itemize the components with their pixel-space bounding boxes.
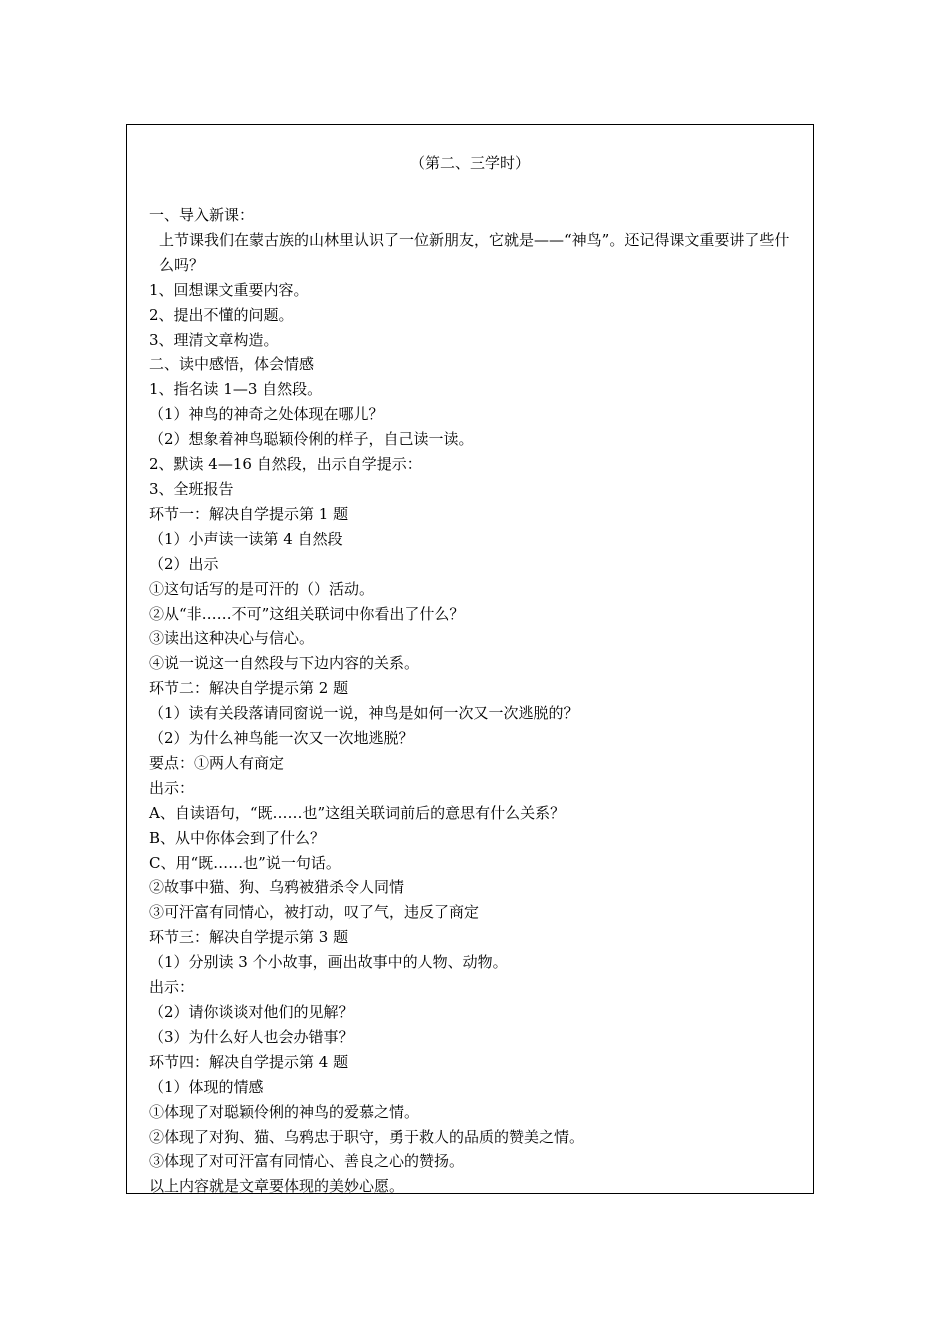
list-item: （2）出示 <box>149 554 219 573</box>
list-item: 1、回想课文重要内容。 <box>149 280 309 299</box>
list-item: 2、默读 4—16 自然段，出示自学提示： <box>149 455 422 474</box>
list-item: 3、全班报告 <box>149 479 234 498</box>
list-item: （1）读有关段落请同窗说一说，神鸟是如何一次又一次逃脱的？ <box>149 704 579 723</box>
list-item: A、自读语句，“既……也”这组关联词前后的意思有什么关系？ <box>149 803 566 822</box>
list-item: （2）想象着神鸟聪颖伶俐的样子，自己读一读。 <box>149 430 474 449</box>
closing-line: 以上内容就是文章要体现的美妙心愿。 <box>149 1177 405 1196</box>
list-item: ②故事中猫、狗、乌鸦被猎杀令人同情 <box>149 878 405 897</box>
list-item: 要点：①两人有商定 <box>149 753 285 772</box>
list-item: （2）请你谈谈对他们的见解？ <box>149 1003 354 1021</box>
lesson-table-cell <box>126 124 814 1194</box>
list-item: ④说一说这一自然段与下边内容的关系。 <box>149 654 420 673</box>
list-item: （1）体现的情感 <box>149 1077 264 1096</box>
section-title: （第二、三学时） <box>409 154 530 172</box>
list-item: （1）小声读一读第 4 自然段 <box>149 529 343 548</box>
list-item: 3、理清文章构造。 <box>149 330 279 349</box>
step-heading: 环节一：解决自学提示第 1 题 <box>149 504 349 523</box>
list-item: B、从中你体会到了什么？ <box>149 828 326 847</box>
step-heading: 环节四：解决自学提示第 4 题 <box>149 1052 349 1071</box>
heading-intro: 一、导入新课： <box>149 206 255 224</box>
list-item: 出示： <box>149 778 195 797</box>
list-item: （1）神鸟的神奇之处体现在哪儿？ <box>149 405 384 424</box>
heading-reading: 二、读中感悟，体会情感 <box>149 355 315 374</box>
list-item: （1）分别读 3 个小故事，画出故事中的人物、动物。 <box>149 953 508 972</box>
list-item: （3）为什么好人也会办错事？ <box>149 1027 354 1046</box>
step-heading: 环节三：解决自学提示第 3 题 <box>149 928 349 947</box>
list-item: 1、指名读 1—3 自然段。 <box>149 380 323 399</box>
list-item: ②体现了对狗、猫、乌鸦忠于职守，勇于救人的品质的赞美之情。 <box>149 1127 585 1146</box>
list-item: ③体现了对可汗富有同情心、善良之心的赞扬。 <box>149 1152 465 1171</box>
list-item: ①体现了对聪颖伶俐的神鸟的爱慕之情。 <box>149 1102 420 1121</box>
intro-paragraph: 上节课我们在蒙古族的山林里认识了一位新朋友，它就是——“神鸟”。还记得课文重要讲了些什么吗？ <box>159 230 790 274</box>
list-item: 2、提出不懂的问题。 <box>149 305 294 324</box>
list-item: ②从“非……不可”这组关联词中你看出了什么？ <box>149 604 465 623</box>
list-item: （2）为什么神鸟能一次又一次地逃脱？ <box>149 729 414 748</box>
list-item: C、用“既……也”说一句话。 <box>149 853 341 872</box>
lesson-content <box>149 203 803 1199</box>
step-heading: 环节二：解决自学提示第 2 题 <box>149 679 349 698</box>
list-item: 出示： <box>149 978 195 997</box>
list-item: ③可汗富有同情心，被打动，叹了气，违反了商定 <box>149 903 480 922</box>
list-item: ①这句话写的是可汗的（）活动。 <box>149 579 375 598</box>
list-item: ③读出这种决心与信心。 <box>149 629 315 648</box>
